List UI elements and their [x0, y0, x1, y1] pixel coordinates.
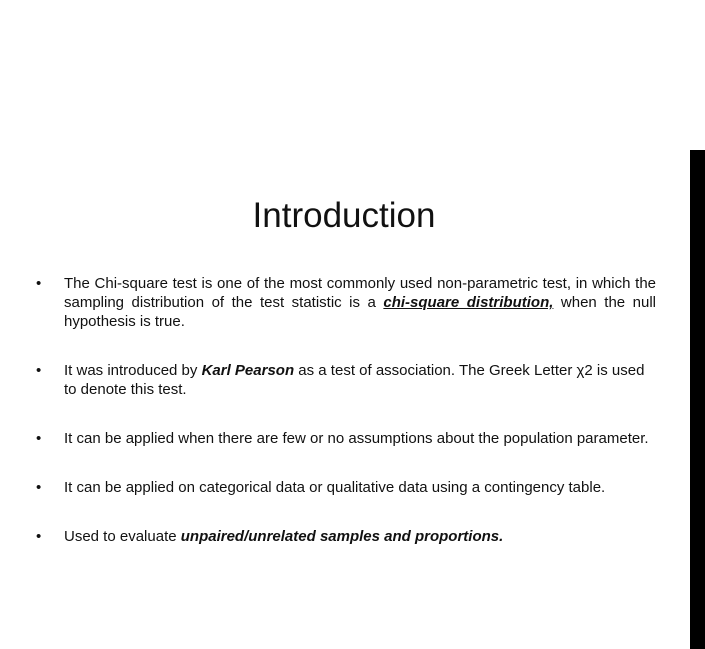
- right-edge-bar: [690, 150, 705, 649]
- bullet-item-unpaired-samples: [36, 527, 656, 546]
- emphasis-chi-square-distribution: chi-square distribution,: [383, 294, 554, 311]
- emphasis-karl-pearson: Karl Pearson: [201, 362, 295, 379]
- bullet-icon: •: [36, 479, 42, 496]
- bullet-text: The Chi-square test is one of the most commonly used non-parametric test, in which the sampling distribution of the test statistic is a: [64, 275, 656, 311]
- bullet-text: It can be applied when there are few or no assumptions about the population parameter.: [64, 430, 649, 447]
- bullet-icon: •: [36, 275, 42, 292]
- bullet-list: [36, 274, 656, 576]
- emphasis-unpaired-samples: unpaired/unrelated samples and proportions.: [180, 528, 504, 545]
- bullet-icon: •: [36, 362, 42, 379]
- bullet-item-categorical-data: [36, 478, 656, 497]
- bullet-text: when the null hypothesis is true.: [64, 294, 656, 330]
- bullet-icon: •: [36, 528, 42, 545]
- bullet-item-chi-square-definition: [36, 274, 656, 331]
- bullet-text: It can be applied on categorical data or qualitative data using a contingency table.: [64, 479, 606, 496]
- bullet-text: as a test of association. The Greek Letter χ2 is used to denote this test.: [64, 362, 645, 398]
- bullet-item-assumptions: [36, 429, 656, 448]
- slide-title: Introduction: [252, 196, 436, 235]
- bullet-item-karl-pearson: [36, 361, 656, 399]
- bullet-text: It was introduced by: [64, 362, 202, 379]
- bullet-text: Used to evaluate: [64, 528, 181, 545]
- bullet-icon: •: [36, 430, 42, 447]
